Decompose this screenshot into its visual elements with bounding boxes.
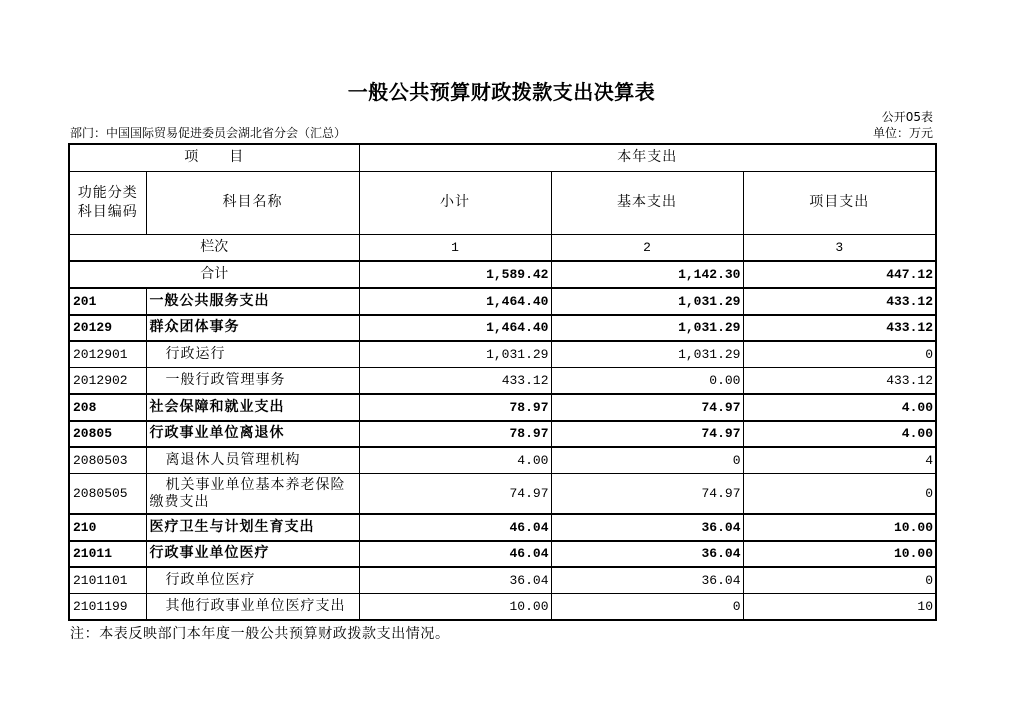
row-subtotal-cell: 433.12 xyxy=(359,368,551,395)
row-project-cell: 0 xyxy=(743,567,936,594)
row-code-cell: 2012901 xyxy=(69,341,146,368)
footnote: 注：本表反映部门本年度一般公共预算财政拨款支出情况。 xyxy=(70,626,450,642)
row-project-cell: 10 xyxy=(743,594,936,621)
row-name-cell: 社会保障和就业支出 xyxy=(146,394,359,421)
row-name-cell: 群众团体事务 xyxy=(146,315,359,342)
row-project-cell: 0 xyxy=(743,474,936,515)
total-label: 合计 xyxy=(69,261,359,288)
row-subtotal-cell: 46.04 xyxy=(359,541,551,568)
row-basic-cell: 1,031.29 xyxy=(551,288,743,315)
total-row xyxy=(69,261,936,288)
row-basic-cell: 1,031.29 xyxy=(551,315,743,342)
row-name-cell: 一般公共服务支出 xyxy=(146,288,359,315)
row-code-cell: 21011 xyxy=(69,541,146,568)
table-row xyxy=(69,541,936,568)
row-basic-cell: 74.97 xyxy=(551,421,743,448)
total-basic: 1,142.30 xyxy=(551,261,743,288)
row-project-cell: 433.12 xyxy=(743,288,936,315)
row-subtotal-cell: 78.97 xyxy=(359,421,551,448)
row-project-cell: 10.00 xyxy=(743,541,936,568)
table-row xyxy=(69,288,936,315)
table-row xyxy=(69,421,936,448)
row-code-cell: 2101101 xyxy=(69,567,146,594)
column-index-label: 栏次 xyxy=(69,234,359,261)
table-row xyxy=(69,567,936,594)
header-row-columns xyxy=(69,171,936,234)
header-name: 科目名称 xyxy=(146,171,359,234)
row-name-cell: 离退休人员管理机构 xyxy=(146,447,359,474)
row-basic-cell: 74.97 xyxy=(551,474,743,515)
row-code-cell: 20129 xyxy=(69,315,146,342)
row-code-cell: 2101199 xyxy=(69,594,146,621)
header-code-line1: 功能分类 xyxy=(77,184,138,201)
table-row xyxy=(69,315,936,342)
header-basic: 基本支出 xyxy=(551,171,743,234)
row-basic-cell: 1,031.29 xyxy=(551,341,743,368)
row-name-cell: 一般行政管理事务 xyxy=(146,368,359,395)
row-subtotal-cell: 78.97 xyxy=(359,394,551,421)
report-title: 一般公共预算财政拨款支出决算表 xyxy=(347,80,656,104)
row-code-cell: 20805 xyxy=(69,421,146,448)
table-row xyxy=(69,341,936,368)
total-subtotal: 1,589.42 xyxy=(359,261,551,288)
column-index-project: 3 xyxy=(743,234,936,261)
row-project-cell: 433.12 xyxy=(743,315,936,342)
form-number: 公开05表 xyxy=(881,110,933,124)
row-basic-cell: 74.97 xyxy=(551,394,743,421)
table-row xyxy=(69,474,936,515)
row-project-cell: 4.00 xyxy=(743,421,936,448)
table-row xyxy=(69,368,936,395)
header-code xyxy=(69,171,146,234)
row-basic-cell: 36.04 xyxy=(551,514,743,541)
row-subtotal-cell: 4.00 xyxy=(359,447,551,474)
row-code-cell: 2012902 xyxy=(69,368,146,395)
row-subtotal-cell: 74.97 xyxy=(359,474,551,515)
row-project-cell: 4.00 xyxy=(743,394,936,421)
row-name-cell: 行政单位医疗 xyxy=(146,567,359,594)
table-row xyxy=(69,594,936,621)
row-basic-cell: 0 xyxy=(551,594,743,621)
header-row-top xyxy=(69,144,936,171)
row-code-cell: 210 xyxy=(69,514,146,541)
row-project-cell: 4 xyxy=(743,447,936,474)
row-name-cell: 行政事业单位医疗 xyxy=(146,541,359,568)
table-row xyxy=(69,447,936,474)
row-basic-cell: 0 xyxy=(551,447,743,474)
unit-label: 单位：万元 xyxy=(872,126,933,140)
row-name-cell: 行政运行 xyxy=(146,341,359,368)
row-name-cell: 机关事业单位基本养老保险缴费支出 xyxy=(146,474,359,515)
total-project: 447.12 xyxy=(743,261,936,288)
row-code-cell: 201 xyxy=(69,288,146,315)
expenditure-body xyxy=(69,234,936,620)
row-name-cell: 行政事业单位离退休 xyxy=(146,421,359,448)
table-row xyxy=(69,394,936,421)
column-index-row xyxy=(69,234,936,261)
row-code-cell: 2080505 xyxy=(69,474,146,515)
row-subtotal-cell: 46.04 xyxy=(359,514,551,541)
column-index-subtotal: 1 xyxy=(359,234,551,261)
row-name-cell: 其他行政事业单位医疗支出 xyxy=(146,594,359,621)
row-name-cell: 医疗卫生与计划生育支出 xyxy=(146,514,359,541)
header-current-year: 本年支出 xyxy=(359,144,936,171)
header-item: 项 目 xyxy=(69,144,359,171)
row-subtotal-cell: 10.00 xyxy=(359,594,551,621)
row-project-cell: 10.00 xyxy=(743,514,936,541)
row-basic-cell: 36.04 xyxy=(551,541,743,568)
row-basic-cell: 0.00 xyxy=(551,368,743,395)
row-subtotal-cell: 1,031.29 xyxy=(359,341,551,368)
row-subtotal-cell: 36.04 xyxy=(359,567,551,594)
row-code-cell: 208 xyxy=(69,394,146,421)
row-subtotal-cell: 1,464.40 xyxy=(359,288,551,315)
header-code-line2: 科目编码 xyxy=(77,203,138,220)
department-label: 部门：中国国际贸易促进委员会湖北省分会（汇总） xyxy=(70,126,347,140)
row-project-cell: 0 xyxy=(743,341,936,368)
header-project: 项目支出 xyxy=(743,171,936,234)
row-basic-cell: 36.04 xyxy=(551,567,743,594)
row-project-cell: 433.12 xyxy=(743,368,936,395)
expenditure-table xyxy=(68,143,937,621)
row-code-cell: 2080503 xyxy=(69,447,146,474)
column-index-basic: 2 xyxy=(551,234,743,261)
table-row xyxy=(69,514,936,541)
row-subtotal-cell: 1,464.40 xyxy=(359,315,551,342)
header-subtotal: 小计 xyxy=(359,171,551,234)
